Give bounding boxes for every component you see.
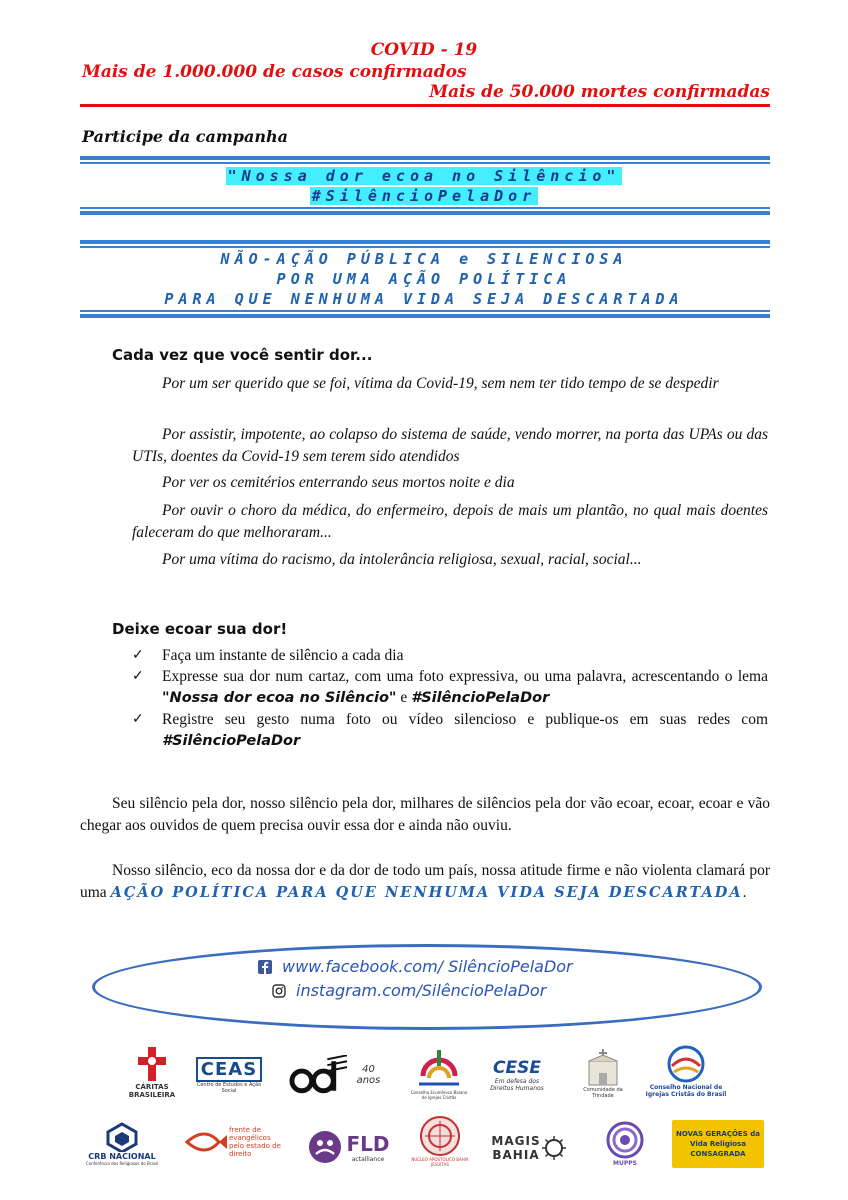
- blue-divider-mid: [80, 211, 770, 215]
- conic-logo: Conselho Nacional de Igrejas Cristãs do Brasil: [638, 1040, 734, 1102]
- caritas-cross-icon: [134, 1045, 170, 1083]
- cada-vez-heading: Cada vez que você sentir dor...: [112, 346, 373, 364]
- cebi-logo: 40 anos: [288, 1050, 388, 1100]
- red-divider: [80, 104, 770, 107]
- caritas-logo: CÁRITAS BRASILEIRA: [122, 1042, 182, 1102]
- cese-logo: CESE Em defesa dos Direitos Humanos: [490, 1058, 544, 1092]
- crb-logo: CRB NACIONAL Conferência dos Religiosos do Brasil: [84, 1118, 160, 1170]
- blue-divider-top-thin: [80, 162, 770, 164]
- instagram-link[interactable]: instagram.com/SilêncioPelaDor: [272, 981, 546, 1000]
- campaign-slogan: "Nossa dor ecoa no Silêncio": [227, 167, 621, 185]
- church-icon: [585, 1047, 621, 1087]
- novas-geracoes-logo: NOVAS GERAÇÕES da Vida Religiosa CONSAGRADA: [672, 1120, 764, 1168]
- facebook-icon: [258, 960, 272, 974]
- list-item: Por ver os cemitérios enterrando seus mortos noite e dia: [162, 474, 515, 491]
- mupps-logo: MUPPS: [598, 1116, 652, 1170]
- nao-acao-line1: NÃO-AÇÃO PÚBLICA e SILENCIOSA: [220, 250, 628, 268]
- body-paragraph-2: Nosso silêncio, eco da nossa dor e da dor de todo um país, nossa atitude firme e não violenta clamará por uma AÇÃO POLÍTICA PARA QUE NENHUMA VIDA SEJA DESCARTADA.: [80, 862, 770, 901]
- blue-divider-mid-thin: [80, 207, 770, 209]
- checklist: [132, 645, 768, 752]
- evangelicos-logo: frente de evangélicos pelo estado de direito: [180, 1120, 290, 1164]
- trindade-logo: Comunidade da Trindade: [578, 1044, 628, 1102]
- list-item: Por um ser querido que se foi, vítima da Covid-19, sem nem ter tido tempo de se despedir: [162, 375, 719, 392]
- list-item: Por ouvir o choro da médica, do enfermeiro, depois de mais um plantão, no qual mais doentes faleceram do que melhoraram...: [132, 502, 768, 541]
- header-deaths: Mais de 50.000 mortes confirmadas: [429, 82, 770, 102]
- fld-emblem-icon: [308, 1130, 342, 1164]
- cebic-logo: Conselho Ecumênico Baiano de Igrejas Cristãs: [408, 1044, 470, 1102]
- body-paragraph-1: Seu silêncio pela dor, nosso silêncio pela dor, milhares de silêncios pela dor vão ecoar, ecoar, ecoar e vão chegar aos ouvidos de quem precisa ouvir essa dor e ainda não ouviu.: [80, 795, 770, 834]
- list-item: Por uma vítima do racismo, da intolerância religiosa, sexual, racial, social...: [162, 551, 642, 568]
- cebic-emblem-icon: [415, 1046, 463, 1090]
- blue-divider-nao-top-thin: [80, 246, 770, 248]
- conic-emblem-icon: [664, 1044, 708, 1084]
- check-item: ✓ Faça um instante de silêncio a cada dia: [132, 647, 404, 664]
- blue-divider-nao-bottom-thin: [80, 310, 770, 312]
- cebi-emblem-icon: [288, 1055, 349, 1095]
- blue-divider-nao-top: [80, 240, 770, 244]
- blue-divider-top: [80, 156, 770, 160]
- nao-acao-line3: PARA QUE NENHUMA VIDA SEJA DESCARTADA: [164, 290, 684, 308]
- fish-icon: [185, 1129, 229, 1155]
- check-icon: ✓: [132, 712, 144, 727]
- header-cases: Mais de 1.000.000 de casos confirmados: [82, 62, 467, 82]
- crb-emblem-icon: [105, 1122, 139, 1152]
- participe-heading: Participe da campanha: [82, 127, 288, 146]
- jesuitas-logo: NÚCLEO APOSTÓLICO BAHIA JESUÍTAS: [402, 1112, 478, 1170]
- sun-seal-icon: [541, 1135, 567, 1161]
- ihs-seal-icon: [419, 1115, 461, 1157]
- deixe-heading: Deixe ecoar sua dor!: [112, 620, 288, 638]
- nao-acao-line2: POR UMA AÇÃO POLÍTICA: [276, 270, 572, 288]
- check-icon: ✓: [132, 669, 144, 684]
- check-item: ✓ Registre seu gesto numa foto ou vídeo silencioso e publique-os em suas redes com #SilêncioPelaDor: [132, 709, 768, 752]
- blue-divider-nao-bottom: [80, 314, 770, 318]
- check-item: ✓ Expresse sua dor num cartaz, com uma foto expressiva, ou uma palavra, acrescentando o lema "Nossa dor ecoa no Silêncio" e #SilêncioPelaDor: [132, 666, 768, 709]
- mupps-spiral-icon: [605, 1120, 645, 1160]
- check-icon: ✓: [132, 648, 144, 663]
- instagram-icon: [272, 984, 286, 998]
- header-covid: COVID - 19: [370, 40, 478, 60]
- campaign-hashtag: #SilêncioPelaDor: [311, 187, 537, 205]
- fld-logo: FLD actalliance: [304, 1126, 394, 1168]
- facebook-link[interactable]: www.facebook.com/ SilêncioPelaDor: [258, 957, 573, 976]
- list-item: Por assistir, impotente, ao colapso do sistema de saúde, vendo morrer, na porta das UPAs ou das UTIs, doentes da Covid-19 sem terem sido atendidos: [132, 426, 768, 465]
- magis-logo: MAGIS BAHIA: [486, 1128, 572, 1168]
- ceas-logo: CEAS Centro de Estudos e Ação Social: [196, 1058, 262, 1094]
